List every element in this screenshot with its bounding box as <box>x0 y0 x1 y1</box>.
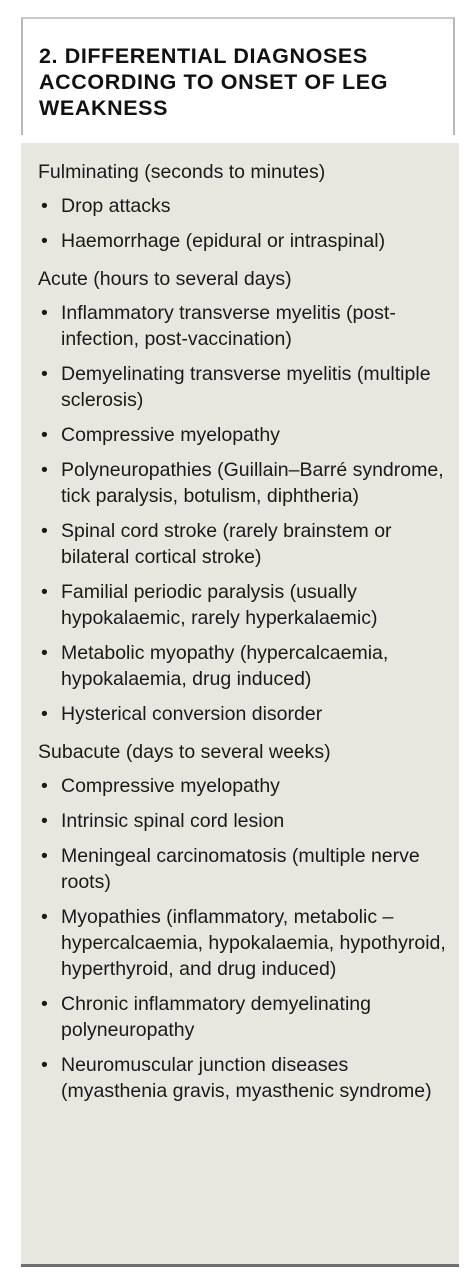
list-item-text: Compressive myelopathy <box>61 775 280 797</box>
list-item <box>38 193 448 219</box>
bullet-icon: • <box>41 703 48 725</box>
bullet-icon: • <box>41 845 48 867</box>
list-item-text: Neuromuscular junction diseases (myasthenia gravis, myasthenic syndrome) <box>61 1054 432 1102</box>
section-0 <box>38 159 448 254</box>
bottom-rule <box>21 1264 459 1267</box>
list-item-text: Intrinsic spinal cord lesion <box>61 810 285 832</box>
list-item <box>38 1052 448 1104</box>
item-list <box>38 300 448 727</box>
bullet-icon: • <box>41 195 48 217</box>
section-1 <box>38 266 448 727</box>
section-heading: Acute (hours to several days) <box>38 268 292 290</box>
list-item-text: Haemorrhage (epidural or intraspinal) <box>61 230 386 252</box>
bullet-icon: • <box>41 520 48 542</box>
list-item <box>38 640 448 692</box>
list-item <box>38 773 448 799</box>
bullet-icon: • <box>41 1054 48 1076</box>
bullet-icon: • <box>41 363 48 385</box>
box-header <box>21 17 455 135</box>
list-item <box>38 843 448 895</box>
list-item <box>38 991 448 1043</box>
item-list <box>38 773 448 1104</box>
list-item-text: Hysterical conversion disorder <box>61 703 323 725</box>
bullet-icon: • <box>41 906 48 928</box>
list-item <box>38 361 448 413</box>
list-item-text: Spinal cord stroke (rarely brainstem or bilateral cortical stroke) <box>61 520 392 568</box>
bullet-icon: • <box>41 993 48 1015</box>
list-item <box>38 457 448 509</box>
list-item-text: Meningeal carcinomatosis (multiple nerve roots) <box>61 845 420 893</box>
list-item <box>38 300 448 352</box>
list-item-text: Demyelinating transverse myelitis (multiple sclerosis) <box>61 363 431 411</box>
bullet-icon: • <box>41 230 48 252</box>
bullet-icon: • <box>41 581 48 603</box>
section-heading: Subacute (days to several weeks) <box>38 741 331 763</box>
list-item <box>38 701 448 727</box>
bullet-icon: • <box>41 775 48 797</box>
list-item <box>38 422 448 448</box>
box-body <box>21 143 459 1264</box>
box-title: 2. DIFFERENTIAL DIAGNOSES ACCORDING TO ONSET OF LEG WEAKNESS <box>39 44 389 120</box>
list-item-text: Inflammatory transverse myelitis (post-infection, post-vaccination) <box>61 302 396 350</box>
bullet-icon: • <box>41 459 48 481</box>
bullet-icon: • <box>41 424 48 446</box>
list-item-text: Familial periodic paralysis (usually hypokalaemic, rarely hyperkalaemic) <box>61 581 378 629</box>
list-item <box>38 228 448 254</box>
section-2 <box>38 739 448 1104</box>
list-item-text: Myopathies (inflammatory, metabolic – hypercalcaemia, hypokalaemia, hypothyroid, hyperthyroid, and drug induced) <box>61 906 446 980</box>
list-item <box>38 579 448 631</box>
list-item-text: Chronic inflammatory demyelinating polyneuropathy <box>61 993 371 1041</box>
bullet-icon: • <box>41 302 48 324</box>
bullet-icon: • <box>41 810 48 832</box>
section-heading: Fulminating (seconds to minutes) <box>38 161 326 183</box>
list-item <box>38 904 448 982</box>
list-item-text: Compressive myelopathy <box>61 424 280 446</box>
list-item-text: Polyneuropathies (Guillain–Barré syndrome, tick paralysis, botulism, diphtheria) <box>61 459 444 507</box>
bullet-icon: • <box>41 642 48 664</box>
table-box <box>21 0 459 1283</box>
list-item-text: Metabolic myopathy (hypercalcaemia, hypokalaemia, drug induced) <box>61 642 389 690</box>
list-item-text: Drop attacks <box>61 195 171 217</box>
item-list <box>38 193 448 254</box>
list-item <box>38 808 448 834</box>
diagnosis-list <box>38 159 448 1113</box>
list-item <box>38 518 448 570</box>
